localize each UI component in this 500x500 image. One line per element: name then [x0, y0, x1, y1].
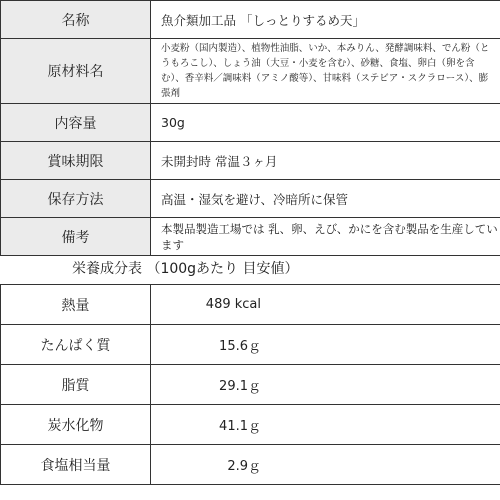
table-row	[1, 104, 500, 142]
value-energy: 489 kcal	[205, 297, 261, 312]
label-fat: 脂質	[1, 365, 151, 405]
nutrition-table	[0, 284, 500, 485]
value-name: 魚介類加工品 「しっとりするめ天」	[151, 1, 500, 39]
value-remarks: 本製品製造工場では 乳、卵、えび、かにを含む製品を生産しています	[151, 218, 500, 256]
table-row	[1, 180, 500, 218]
value-content-amount: 30g	[151, 104, 500, 142]
table-row	[1, 285, 500, 325]
value-salt-equivalent: 2.9ｇ	[227, 459, 261, 474]
value-protein: 15.6ｇ	[219, 339, 261, 354]
label-remarks: 備考	[1, 218, 151, 256]
table-row	[1, 325, 500, 365]
label-carbohydrate: 炭水化物	[1, 405, 151, 445]
table-row	[1, 142, 500, 180]
table-row	[1, 218, 500, 256]
value-ingredients: 小麦粉（国内製造）、植物性油脂、いか、本みりん、発酵調味料、でん粉（とうもろこし）、しょう油（大豆・小麦を含む）、砂糖、食塩、卵白（卵を含む）、香辛料／調味料（アミノ酸等）、甘味料（ステビア・スクラロース）、膨張剤	[151, 39, 500, 104]
value-best-before: 未開封時 常温３ヶ月	[151, 142, 500, 180]
table-row	[1, 1, 500, 39]
label-storage: 保存方法	[1, 180, 151, 218]
table-row	[1, 365, 500, 405]
label-content-amount: 内容量	[1, 104, 151, 142]
label-name: 名称	[1, 1, 151, 39]
label-ingredients: 原材料名	[1, 39, 151, 104]
value-fat: 29.1ｇ	[219, 379, 261, 394]
nutrition-title: 栄養成分表 （100gあたり 目安値）	[72, 261, 299, 277]
value-carbohydrate: 41.1ｇ	[219, 419, 261, 434]
table-row	[1, 405, 500, 445]
label-salt-equivalent: 食塩相当量	[1, 445, 151, 485]
table-row	[1, 445, 500, 485]
value-storage: 高温・湿気を避け、冷暗所に保管	[151, 180, 500, 218]
label-protein: たんぱく質	[1, 325, 151, 365]
label-best-before: 賞味期限	[1, 142, 151, 180]
table-row	[1, 39, 500, 104]
label-energy: 熱量	[1, 285, 151, 325]
